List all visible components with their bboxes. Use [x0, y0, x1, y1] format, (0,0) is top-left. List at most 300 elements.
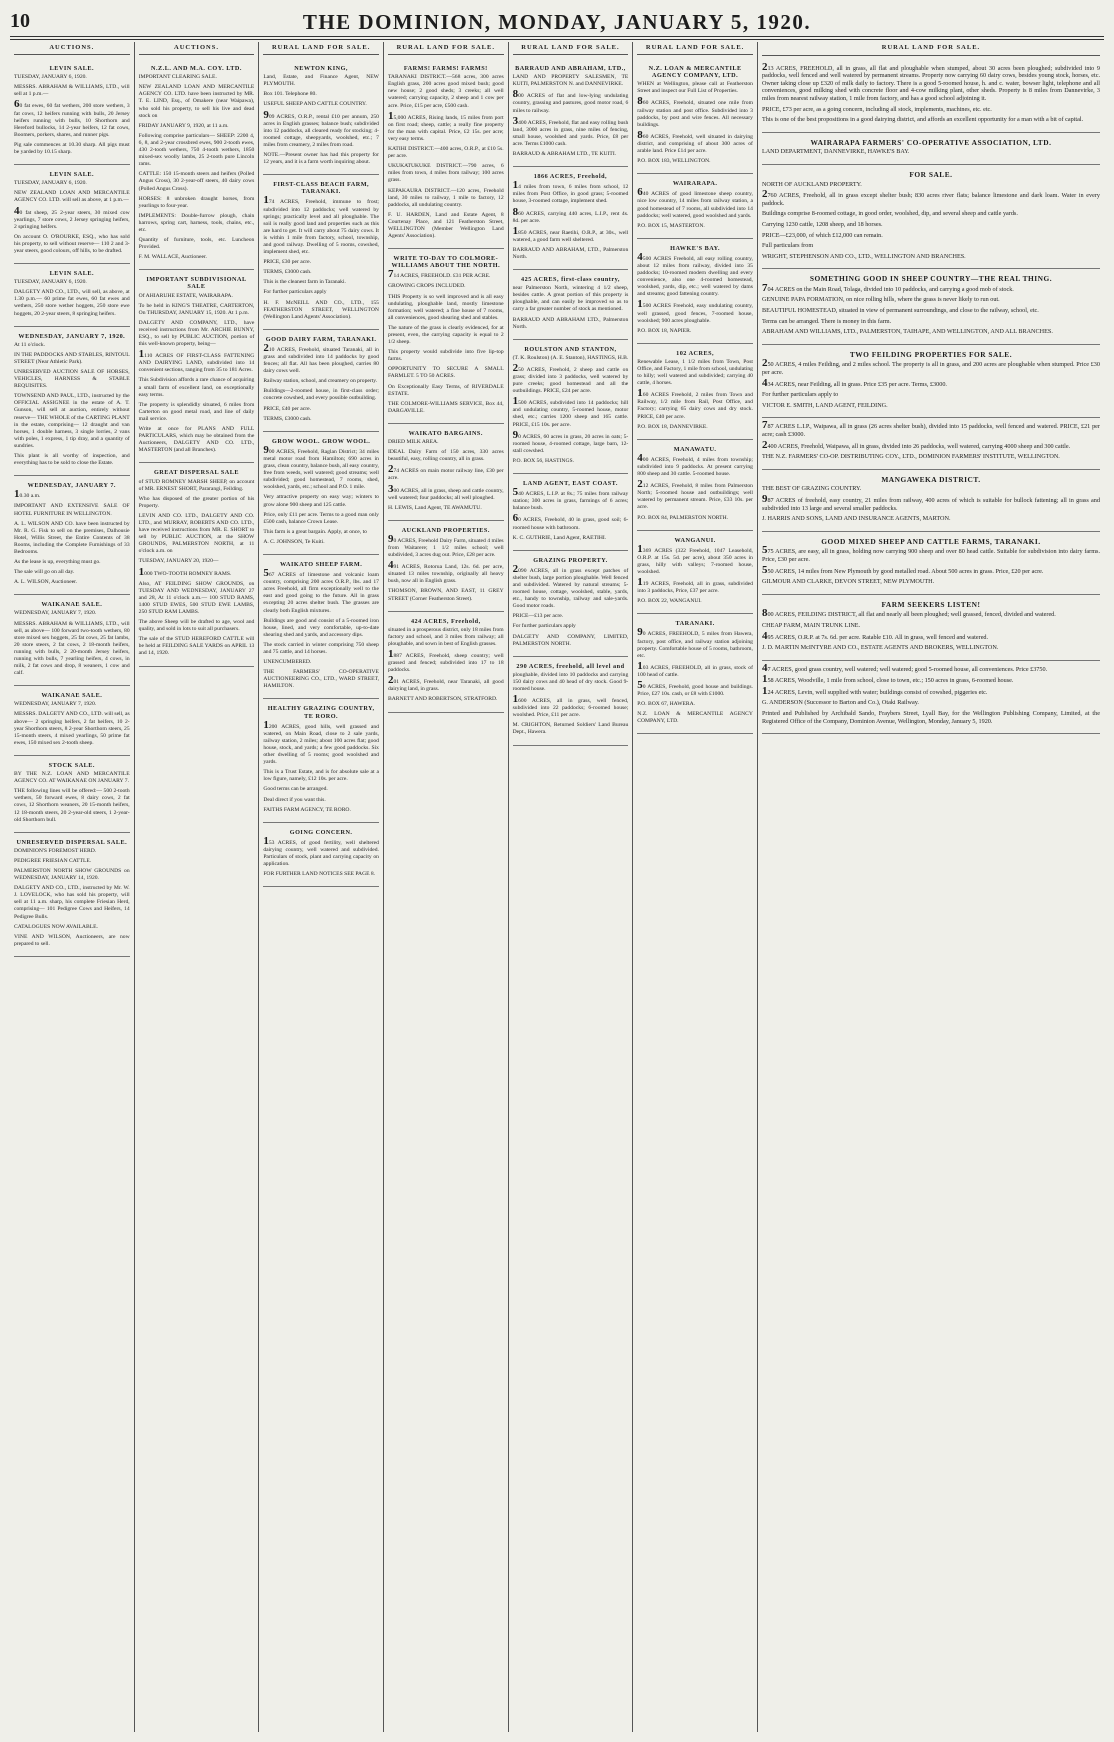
ad-text: PRICE, £30 per acre. [263, 259, 312, 266]
ad-text: MESSRS. ABRAHAM & WILLIAMS, LTD., will sell, as above— 100 forward two-tooth wethers, 80 store mixed sex hoggets, 25 fat cows, 25 fat lambs, 20 store steers, 2 fat cows, 2 18-month heifers, running with bulls, 2 20-month Jersey heifers, running with bulls, 7 yearling heifers, 4 cows, in milk, 2 fat cows and drop, 8 weaners, 1 cow and calf. [14, 620, 130, 677]
classified-ad [14, 833, 130, 957]
column-header: AUCTIONS. [14, 42, 130, 55]
ad-text: 1110 ACRES OF FIRST-CLASS FATTENING AND DAIRYING LAND, subdivided into 14 convenient sections, ranging from 35 to 181 Acres. [138, 348, 255, 374]
ad-text: N.Z. LOAN & MERCANTILE AGENCY COMPANY, LTD. [637, 711, 753, 725]
ad-text: BARRAUD AND ABRAHAM LTD., Palmerston North. [512, 316, 629, 330]
ad-text: Deal direct if you want this. [263, 796, 326, 803]
ad-text: 50 ACRES, Freehold, good house and buildings. Price, £27 10s. cash, or £8 with £1000. [637, 679, 753, 698]
classified-ad [762, 595, 1100, 661]
ad-text: F. M. WALLACE, Auctioneer. [138, 254, 207, 261]
column-4 [384, 42, 509, 1732]
ad-text: For further particulars apply [263, 289, 327, 296]
ad-text: TERMS, £3000 cash. [263, 269, 312, 276]
ad-text: CHEAP FARM, MAIN TRUNK LINE. [761, 621, 861, 629]
classified-ad [513, 59, 629, 167]
classified-ad [762, 60, 1100, 133]
newspaper-columns [10, 42, 1104, 1732]
ad-text: IMPORTANT CLEARING SALE. [138, 74, 217, 81]
classified-ad [762, 532, 1100, 595]
ad-heading: GOING CONCERN. [289, 828, 353, 836]
ad-text: PRICE, £40 per acre. [263, 405, 312, 412]
ad-text: WHEN at Wellington, please call at Featherston Street and inspect our Full List of Properties. [637, 81, 753, 95]
ad-text: P.O. BOX 183, WELLINGTON. [637, 158, 711, 165]
ad-text: Of AHIARUHE ESTATE, WAIRARAPA. [138, 292, 233, 299]
ad-text: This property would subdivide into five lip-top farms. [387, 349, 504, 363]
ad-text: BARRAUD & ABRAHAM LTD., TE KUITI. [512, 151, 617, 158]
ad-text: 987 ACRES of freehold, easy country, 21 miles from railway, 400 acres of which is suitable for bullock fattening; all in grass and subdivided into 13 large and several smaller paddocks. [761, 492, 1100, 512]
ad-text: H. F. McNEILL AND CO., LTD., 155 FEATHERSTON STREET, WELLINGTON (Wellington Land Agents' Association). [263, 299, 379, 320]
ad-text: 1500 ACRES Freehold, easy undulating country, well grassed, good fences, 7-roomed house, woolshed; 900 acres ploughable. [637, 298, 753, 324]
ad-text: DALGETY AND COMPANY, LTD., have received instructions from Mr. ARCHIE BUNNY, ESQ., to sell by PUBLIC AUCTION, portion of this well-known property, being— [138, 319, 255, 348]
ad-text: 119 ACRES, Freehold, all in grass, subdivided into 3 paddocks, Price, £37 per acre. [637, 576, 753, 595]
ad-heading: NEWTON KING, [294, 65, 348, 73]
ad-text: F. U. HARDEN, Land and Estate Agent, 8 Courtenay Place, and 121 Featherston Street, WELLINGTON (Member Wellington Land Agents' Association). [387, 211, 504, 240]
ad-text: A. C. JOHNSON, Te Kuiti. [263, 538, 325, 545]
ad-text: Very attractive property on easy way; winters to grow alone 900 sheep and 125 cattle. [263, 494, 379, 508]
ad-text: NEW ZEALAND LOAN AND MERCANTILE AGENCY CO. LTD. have been instructed by MR. T. E. LIND, Esq., of Omakere (near Waipawa), who sold his property, to sell his live and dead stock on [138, 84, 255, 119]
ad-text: At 11 o'clock. [14, 341, 46, 348]
ad-text: 1369 ACRES (322 Freehold, 1047 Leasehold, O.R.P. at 15s. 5d. per acre), about 350 acres in grass, hilly with valleys; 7-roomed house, woolshed. [637, 542, 753, 575]
ad-heading: GROW WOOL. GROW WOOL. [272, 437, 371, 445]
ad-heading: N.Z. LOAN & MERCANTILE AGENCY COMPANY, LTD. [648, 65, 742, 80]
classified-ad [762, 165, 1100, 269]
classified-ad [637, 614, 753, 734]
classified-ad [14, 264, 130, 327]
classified-ad [14, 476, 130, 595]
ad-text: 47 ACRES, good grass country, well watered; well watered; good 5-roomed house, all conveniences. Price £3750. [761, 661, 1048, 674]
ad-text: Printed and Published by Archibald Sando, Fraybers Street, Lyall Bay, for the Wellington Publishing Company, Limited, at the Registered Office of the Company, Dominion Avenue, Wellington, Monday, January 5, 1920. [761, 710, 1100, 725]
ad-heading: 424 ACRES, Freehold, [410, 617, 481, 625]
ad-text: 213 ACRES, FREEHOLD, all in grass, all flat and ploughable when stumped, about 30 acres been ploughed; subdivided into 9 paddocks, well fenced and well watered by permanent streams. Property now carrying 60 dairy cows, besides young stock, horses, etc. Owner taking close up £320 of milk daily to factory. There is a good 5-roomed house, h. and c. water, bowser light, telephone and all conveniences, good milking shed with concrete floor and 4-cow milking plant, other sheds. Property is 8 miles from Dannevirke, 3 miles from nearest railway station, 1 mile from factory, and has a good school adjoining it. [761, 60, 1100, 102]
ad-heading: HAWKE'S BAY. [670, 244, 721, 252]
ad-heading: 425 ACRES, first-class country, [521, 276, 620, 284]
classified-ad [513, 657, 629, 746]
ad-text: 491 ACRES, Rotorua Land, 12s. 6d. per acre, situated 13 miles township, originally all heavy bush, now all in English grass. [387, 559, 504, 585]
ad-text: 800 ACRES, FEILDING DISTRICT, all flat and nearly all been ploughed; well grassed, fenced, divided and watered. [761, 607, 1056, 620]
column-header: AUCTIONS. [139, 42, 255, 55]
classified-ad [14, 59, 130, 165]
ad-text: UKUKATUKUKE DISTRICT.—790 acres, 6 miles from town, 4 miles from railway; 100 acres grass. [387, 163, 504, 184]
ad-text: BY THE N.Z. LOAN AND MERCANTILE AGENCY CO. AT WAIKANAE ON JANUARY 7. [14, 771, 130, 785]
ad-text: 640 ACRES of good limestone sheep country, nice low country, 14 miles from railway station, a good homestead of 7 rooms, all subdivided into 14 paddocks; well watered, good woolshed and yards. [637, 186, 753, 219]
ad-heading: HEALTHY GRAZING COUNTRY, TE RORO. [267, 705, 375, 720]
ad-text: 2090 ACRES, all in grass except patches of shelter bush, large portion ploughable. Well fenced and subdivided. Watered by natural streams; 5-roomed house, cottage, woolshed, stable, yards, etc., handy to township, railway and sale-yards. Good motor roads. [512, 562, 629, 610]
ad-heading: GREAT DISPERSAL SALE [153, 469, 240, 477]
classified-ad [388, 424, 504, 521]
ad-text: G. ANDERSON (Successor to Barton and Co.), Otaki Railway. [761, 699, 919, 707]
ad-text: UNENCUMBERED. [263, 659, 312, 666]
ad-text: The sale will go on all day. [14, 569, 75, 576]
column-7 [758, 42, 1104, 1732]
ad-text: For further particulars apply to [761, 391, 839, 399]
ad-text: VICTOR E. SMITH, LAND AGENT, FEILDING. [761, 401, 888, 409]
ad-text: Also, AT FEILDING SHOW GROUNDS, on TUESDAY AND WEDNESDAY, JANUARY 27 and 28, At 11 o'clock a.m.— 100 STUD RAMS, 1400 STUD EWES, 500 STUD EWE LAMBS, 250 STUD RAM LAMBS. [138, 580, 255, 615]
ad-text: 540 ACRES, L.I.P. at 8s.; 75 miles from railway station; 300 acres in grass, farmings of 6 acres; balance bush. [512, 486, 629, 512]
ad-text: 860 ACRES, Freehold, well situated in dairying district, and comprising of about 300 acres of arable land. Price £14 per acre. [637, 128, 753, 155]
ad-text: 250 ACRES, 4 miles Feilding, and 2 miles school. The property is all in grass, and 200 acres are ploughable when stumped. Price £30 per acre. [761, 357, 1100, 377]
classified-ad [637, 174, 753, 239]
ad-text: 909 ACRES, O.R.P., rental £10 per annum, 250 acres in English grasses; balance bush; subdivided into 12 paddocks, all cleared ready for stocking; 4-roomed cottage, sheepyards, woolshed, etc.; 7 miles from creamery, 2 miles from road. [263, 108, 379, 148]
classified-ad [14, 595, 130, 686]
ad-text: ABRAHAM AND WILLIAMS, LTD., PALMERSTON, TAIHAPE, AND WELLINGTON, AND ALL BRANCHES. [761, 328, 1053, 336]
ad-heading: STOCK SALE. [48, 761, 95, 769]
classified-ad [263, 432, 379, 555]
classified-ad [762, 133, 1100, 165]
ad-text: 250 ACRES, Freehold, 2 sheep and cattle on grass; divided into 3 paddocks, well watered by pure creeks; good homestead and all the outbuildings. PRICE, £24 per acre. [512, 361, 629, 395]
ad-text: IN THE PADDOCKS AND STABLES, RINTOUL STREET (Near Athletic Park). [14, 351, 130, 365]
ad-text: 434 ACRES, near Feilding, all in grass. Price £35 per acre. Terms, £3000. [761, 376, 947, 389]
ad-text: TARANAKI DISTRICT.—568 acres, 300 acres English grass, 200 acres good mixed bush; good new house; 2 good sheds; 3 creeks; all well watered; carrying capacity, 2 sheep and 1 cow per acre. Price, £15 per acre, £500 cash. [387, 74, 504, 109]
ad-text: 714 ACRES, FREEHOLD. £31 PER ACRE. [387, 268, 491, 281]
classified-ad [637, 59, 753, 174]
ad-text: 124 ACRES, Levin, well supplied with water; buildings consist of cowshed, piggeries etc. [761, 684, 988, 697]
ad-text: PEDIGREE FRIESIAN CATTLE. [14, 857, 92, 864]
ad-heading: FIRST-CLASS BEACH FARM, TARANAKI. [273, 181, 370, 196]
ad-text: 90 ACRES, Freehold Dairy Farm, situated 4 miles from Waitarere; 1 1/2 miles school; well subdivided, 3 acres dug out. Price, £28 per acre. [387, 532, 504, 559]
ad-text: Land, Estate, and Finance Agent, NEW PLYMOUTH. [263, 74, 379, 88]
ad-text: IMPORTANT AND EXTENSIVE SALE OF HOTEL FURNITURE IN WELLINGTON. [14, 503, 130, 517]
ad-text: 210 ACRES, Freehold, situated Taranaki, all in grass and subdivided into 14 paddocks by good fences; all flat. All has been ploughed, carries 80 dairy cows well. [263, 341, 379, 375]
classified-ad [139, 59, 255, 270]
ad-text: 550 ACRES, 14 miles from New Plymouth by good metalled road. About 500 acres in grass. Price, £20 per acre. [761, 563, 1044, 576]
classified-ad [263, 330, 379, 432]
ad-text: 274 ACRES on main motor railway line, £30 per acre. [387, 463, 504, 482]
ad-text: LEVIN AND CO. LTD., DALGETY AND CO. LTD., and MURRAY, ROBERTS AND CO. LTD., have received instructions from MR. E. SHORT to sell by PUBLIC AUCTION, at the SHOW GROUNDS, PALMERSTON NORTH, at 11 o'clock a.m. on [138, 512, 255, 555]
ad-text: P.O. BOX 67, HAWERA. [637, 701, 696, 708]
ad-text: 400 ACRES, Freehold, 4 miles from township; subdivided into 9 paddocks. At present carrying 800 sheep and 30 cattle. 5-roomed house. [637, 451, 753, 478]
ad-text: NORTH OF AUCKLAND PROPERTY. [761, 180, 862, 188]
ad-text: Carrying 1230 cattle, 1208 sheep, and 18 horses. [761, 220, 883, 228]
classified-ad [139, 463, 255, 666]
ad-text: 1500 ACRES, subdivided into 14 paddocks; hill and undulating country, 5-roomed house, motor shed, etc.; carries 1200 sheep and 165 cattle. PRICE, £15 10s. per acre. [512, 395, 629, 428]
ad-heading: WEDNESDAY, JANUARY 7. [27, 482, 116, 490]
ad-text: FRIDAY JANUARY 9, 1920, at 11 a.m. [138, 122, 229, 129]
classified-ad [762, 661, 1100, 735]
ad-text: USEFUL SHEEP AND CATTLE COUNTRY. [263, 101, 367, 108]
ad-text: Buildings—2-roomed house, in first-class order; concrete cowshed, and every possible outbuilding. [263, 388, 379, 402]
ad-text: TUESDAY, JANUARY 6, 1920. [14, 74, 87, 81]
ad-heading: FOR SALE. [909, 169, 953, 179]
ad-text: 704 ACRES on the Main Road, Tolaga, divided into 10 paddocks, and carrying a good mob of stock. [761, 281, 1014, 294]
ad-text: J. HARRIS AND SONS, LAND AND INSURANCE AGENTS, MARTON. [761, 515, 951, 523]
page-number: 10 [10, 10, 30, 32]
ad-text: 60 fat ewes, 60 fat wethers, 200 store wethers, 3 fat cows, 12 heifers running with bulls, 20 Jersey heifers running with bulls, 10 Shorthorn and Hereford bullocks, 14 2-year heifers, 12 fat cows, Boomers, porkers, shares, and runner pigs. [14, 98, 130, 138]
ad-text: P.O. BOX 18, DANNEVIRKE. [637, 423, 708, 430]
ad-text: DALGETY AND CO., LTD., will sell, as above, at 1.30 p.m.— 60 prime fat ewes, 60 fat ewes and wethers, 250 store wether hoggets, 250 store ewe hoggets, 20 2-year steers, 8 springing heifers. [14, 289, 130, 317]
ad-text: 60 ACRES, Freehold, 40 in grass, good soil; 6-roomed house with bathroom. [512, 512, 629, 531]
ad-text: 860 ACRES, Freehold, situated one mile from railway station and post office. Subdivided into 3 paddocks, by post and wire fences. All necessary buildings. [637, 95, 753, 128]
ad-heading: FARMS! FARMS! FARMS! [403, 65, 488, 73]
ad-text: 158 ACRES, Woodville, 1 mile from school, close to town, etc.; 150 acres in grass, 6-roomed house. [761, 673, 1014, 686]
column-2 [135, 42, 260, 1732]
ad-text: A. L. WILSON, Auctioneer. [14, 579, 78, 586]
ad-text: 174 ACRES, Freehold, immune to frost; subdivided into 12 paddocks; well watered by springs; practically level and all ploughable. The soil is really good land and properties such as this are hard to get. It will carry about 75 dairy cows. It is within 1 mile from factory, school, township, and good railway. Dwelling of 5 rooms, cowshed, implement shed, etc. [263, 194, 379, 256]
classified-ad [762, 269, 1100, 345]
ad-text: P.O. BOX 84, PALMERSTON NORTH. [637, 514, 729, 521]
ad-text: BEAUTIFUL HOMESTEAD, situated in view of permanent surroundings, and close to the railway, school, etc. [761, 307, 1039, 315]
ad-text: Price, only £11 per acre. Terms to a good man only £500 cash, balance Crown Lease. [263, 511, 379, 525]
classified-ad [513, 551, 629, 657]
ad-heading: N.Z.L. AND M.A. COY. LTD. [151, 65, 242, 73]
ad-text: 212 ACRES, Freehold, 8 miles from Palmerston North; 5-roomed house and outbuildings; well watered by permanent stream. Price, £33 10s. per acre. [637, 478, 753, 511]
ad-text: DALGETY AND COMPANY, LIMITED, PALMERSTON NORTH. [512, 633, 629, 647]
ad-heading: GOOD MIXED SHEEP AND CATTLE FARMS, TARANAKI. [821, 536, 1041, 546]
ad-text: DOMINION'S FOREMOST HERD. [14, 847, 97, 854]
ad-text: 90 ACRES, FREEHOLD, 5 miles from Hawera, factory, post office, and railway station adjoining property. Comfortable house of 5 rooms, bathroom, etc. [637, 626, 753, 659]
ad-text: FOR FURTHER LAND NOTICES SEE PAGE 8. [263, 871, 376, 878]
ad-text: NEW ZEALAND LOAN AND MERCANTILE AGENCY CO. LTD. will sell as above, at 1 p.m.— [14, 190, 130, 204]
ad-text: NOTE.—Present owner has had this property for 12 years, and it is a farm worth inquiring about. [263, 152, 379, 166]
classified-ad [388, 521, 504, 612]
ad-text: IMPLEMENTS: Double-furrow plough, chain harrows, spring cart, harness, tools, chains, etc., etc. [138, 212, 255, 233]
ad-heading: IMPORTANT SUBDIVISIONAL SALE [146, 276, 247, 291]
ad-heading: LEVIN SALE. [49, 65, 94, 73]
ad-text: The sale of the STUD HEREFORD CATTLE will be held at FEILDING SALE YARDS on APRIL 13 and 14, 1920. [138, 636, 255, 657]
ad-text: situated in a prosperous district, only 18 miles from factory and school, and 3 miles from railway; all ploughable, and sown in best of English grasses. [387, 626, 504, 647]
ad-text: 300 ACRES, all in grass, sheep and cattle country, well watered; four paddocks; all well ploughed. [387, 482, 504, 501]
ad-text: Good terms can be arranged. [263, 786, 328, 793]
ad-text: (T. K. Roulston) (A. E. Stanton), HASTINGS, H.B. [512, 354, 629, 361]
ad-text: 2400 ACRES, Freehold, Waipawa, all in grass, divided into 26 paddocks, well watered, carrying 4000 sheep and 300 cattle. [761, 438, 1071, 451]
ad-text: LAND DEPARTMENT, DANNEVIRKE, HAWKE'S BAY. [761, 148, 910, 156]
ad-heading: TWO FEILDING PROPERTIES FOR SALE. [849, 349, 1013, 359]
ad-text: VINE AND WILSON, Auctioneers, are now prepared to sell. [14, 933, 130, 947]
classified-ad [388, 612, 504, 713]
ad-text: OPPORTUNITY TO SECURE A SMALL FARMLET. 5 TO 50 ACRES. [387, 366, 504, 380]
newspaper-title: THE DOMINION, MONDAY, JANUARY 5, 1920. [302, 10, 812, 34]
ad-text: 1000 TWO-TOOTH ROMNEY RAMS. [138, 565, 232, 578]
ad-text: 1600 ACRES, all in grass, well fenced, subdivided into 22 paddocks; 6-roomed house; woolshed. Price, £11 per acre. [512, 693, 629, 719]
masthead-rule [10, 36, 1104, 37]
ad-heading: WAIKATO SHEEP FARM. [280, 560, 363, 568]
ad-heading: WAIKATO BARGAINS. [408, 429, 483, 437]
ad-heading: SOMETHING GOOD IN SHEEP COUNTRY—THE REAL THING. [809, 274, 1053, 284]
column-6 [633, 42, 758, 1732]
ad-text: 2760 ACRES, Freehold, all in grass except shelter bush; 830 acres river flats; balance limestone and dark loam. Water in every paddock. [761, 188, 1100, 207]
ad-text: This plant is all worthy of inspection, and everything has to be sold to close the Estate. [14, 453, 130, 467]
ad-text: M. CRIGHTON, Returned Soldiers' Land Bureau Dept., Hawera. [512, 722, 629, 736]
ad-text: The above Sheep will be drafted to age, wool and quality, and sold in lots to suit all purchasers. [138, 619, 255, 633]
classified-ad [14, 165, 130, 264]
ad-text: KATIHI DISTRICT.—400 acres, O.R.P., at £10 5s. per acre. [387, 146, 504, 160]
ad-text: 575 ACRES, are easy, all in grass, holding now carrying 900 sheep and over 80 head cattle. Suitable for subdivision into dairy farms. Price, £30 per acre. [761, 544, 1100, 563]
classified-ad [263, 823, 379, 888]
ad-heading: TARANAKI. [675, 620, 715, 628]
column-header: RURAL LAND FOR SALE. [263, 42, 379, 55]
ad-text: 103 ACRES, FREEHOLD, all in grass, stock of 100 head of cattle. [637, 659, 753, 678]
ad-heading: 1866 ACRES, Freehold, [533, 173, 608, 181]
ad-text: Quantity of furniture, tools, etc. Luncheon Provided. [138, 237, 255, 251]
ad-text: PRICE—£23,000, of which £12,000 can remain. [761, 231, 883, 239]
ad-text: J. D. MARTIN McINTYRE AND CO., ESTATE AGENTS AND BROKERS, WELLINGTON. [761, 644, 999, 652]
ad-heading: LAND AGENT, EAST COAST. [523, 480, 618, 488]
ad-text: Who has disposed of the greater portion of his Property. [138, 495, 255, 509]
ad-text: THE FARMERS' CO-OPERATIVE AUCTIONEERING CO., LTD., WARD STREET, HAMILTON. [263, 669, 379, 690]
ad-text: MESSRS. DALGETY AND CO., LTD. will sell, as above— 2 springing heifers, 2 fat heifers, 10 2-year Shorthorn steers, 8 2-year Shorthorn steers, 25 15-month steers, 4 mixed yearlings, 50 prime fat ewes, 150 mixed sex 2-tooth sheep. [14, 711, 130, 746]
ad-heading: UNRESERVED DISPERSAL SALE. [16, 838, 128, 846]
ad-text: 1887 ACRES, Freehold, sheep country; well grassed and fenced; subdivided into 17 to 18 paddocks. [387, 648, 504, 674]
ad-text: The nature of the grass is clearly evidenced, for at present, even, the carrying capacity is equal to 2 1/2 sheep. [387, 324, 504, 346]
ad-heading: 290 ACRES, freehold, all level and [516, 662, 625, 670]
ad-text: HORSES: 8 unbroken draught horses, from yearlings to four-year. [138, 195, 255, 209]
classified-ad [637, 440, 753, 531]
ad-text: Box 101. Telephone 80. [263, 91, 317, 98]
ad-text: DRIED MILK AREA. [387, 439, 439, 446]
classified-ad [762, 345, 1100, 419]
ad-text: 90 ACRES, 60 acres in grass, 20 acres in oats; 5-roomed house, 4-roomed cottage, large barn, 12-stall cowshed. [512, 428, 629, 454]
ad-text: 14 miles from town, 6 miles from school, 12 miles from Post Office, in good grass; 5-roomed house, 3-roomed cottage, implement shed. [512, 179, 629, 205]
ad-text: 201 ACRES, Freehold, near Taranaki, all good dairying land, in grass. [387, 674, 504, 693]
ad-text: H. LEWIS, Land Agent, TE AWAMUTU. [387, 504, 482, 511]
classified-ad [637, 239, 753, 344]
ad-text: TERMS, £3000 cash. [263, 415, 312, 422]
ad-text: THIS Property is so well improved and is all easy undulating, ploughable land, mostly limestone formation; well watered; a fine house of 7 rooms, all conveniences, good shearing shed and stables. [387, 293, 504, 321]
ad-text: This is one of the best propositions in a good dairying district, and affords an excellent opportunity for a man with a bit of capital. [761, 116, 1084, 124]
ad-text: Terms can be arranged. There is money in this farm. [761, 317, 892, 325]
ad-heading: WEDNESDAY, JANUARY 7, 1920. [18, 332, 126, 340]
ad-text: P.O. BOX 22, WANGANUI. [637, 598, 702, 605]
ad-text: This is a Trust Estate, and is for absolute sale at a low figure, namely, £12 10s. per acre. [263, 769, 379, 783]
ad-text: TUESDAY, JANUARY 6, 1920. [14, 180, 87, 187]
ad-text: THE BEST OF GRAZING COUNTRY. [761, 485, 862, 493]
classified-ad [263, 555, 379, 700]
ad-heading: WAIKANAE SALE. [41, 692, 103, 700]
ad-text: near Palmerston North, wintering 4 1/2 sheep, besides cattle. A great portion of this property is ploughable, and can easily be improved so as to carry a far greater number of stock as mentioned. [512, 285, 629, 313]
column-header: RURAL LAND FOR SALE. [388, 42, 504, 55]
ad-text: 40 fat sheep, 25 2-year steers, 30 mixed cow yearlings, 7 store cows, 2 Jersey springing heifers, 2 springing heifers. [14, 204, 130, 230]
ad-text: THE following lines will be offered:— 500 2-tooth wethers, 50 forward ewes, 8 dairy cows, 2 fat cows, 12 Shorthorn weaners, 20 15-month heifers, 12 18-month steers, 20 2-year-old steers, 1 2-year-old Shorthorn bull. [14, 788, 130, 823]
ad-text: DALGETY AND CO., LTD., instructed by Mr. W. J. LOVELOCK, who has sold his property, will sell at 11 a.m. sharp, his complete Friesian Herd, comprising— 101 Pedigree Cows and Heifers, 14 Pedigree Bulls. [14, 885, 130, 920]
classified-ad [637, 531, 753, 615]
ad-heading: MANAWATU. [673, 445, 717, 453]
classified-ad [513, 167, 629, 270]
ad-text: Write at once for PLANS AND FULL PARTICULARS, which may be obtained from the Auctioneers, DALGETY AND CO. LTD., MASTERTON (and all Branches). [138, 426, 255, 454]
ad-heading: WAIRARAPA. [672, 180, 718, 188]
ad-text: LAND AND PROPERTY SALESMEN, TE KUITI, PALMERSTON N. and DANNEVIRKE. [512, 74, 629, 88]
ad-text: This farm is a great bargain. Apply, at once, to [263, 528, 367, 535]
ad-text: The stock carried in winter comprising 750 sheep and 75 cattle, and 14 horses. [263, 641, 379, 655]
classified-ad [388, 59, 504, 249]
ad-heading: GRAZING PROPERTY. [533, 556, 608, 564]
ad-text: THOMSON, BROWN, AND EAST, 11 GREY STREET (Corner Featherston Street). [387, 588, 504, 602]
ad-text: Full particulars from [761, 242, 814, 250]
classified-ad [637, 344, 753, 440]
ad-text: TUESDAY, JANUARY 6, 1920. [14, 279, 87, 286]
classified-ad [263, 175, 379, 330]
classified-ad [263, 59, 379, 175]
ad-text: 4500 ACRES Freehold, all easy rolling country, about 12 miles from railway, divided into 35 paddocks; 10-roomed modern dwelling and every convenience, also one 4-roomed homestead, woolshed, yards, dip, etc.; well watered by dams and streams; good fattening country. [637, 250, 753, 298]
ad-text: GENUINE PAPA FORMATION, on nice rolling hills, where the grass is never likely to run out. [761, 296, 1000, 304]
ad-heading: BARRAUD AND ABRAHAM, LTD., [515, 65, 626, 73]
ad-text: ploughable, divided into 10 paddocks and carrying 150 dairy cows and 40 head of dry stock. Good 9-roomed house. [512, 671, 629, 692]
classified-ad [14, 756, 130, 833]
ad-text: FAITHS FARM AGENCY, TE RORO. [263, 806, 351, 813]
column-1 [10, 42, 135, 1732]
ad-text: A. L. WILSON AND CO. have been instructed by Mr. R. G. Fisk to sell on the premises, Dalhousie Hotel, Willis Street, the Entire Contents of 38 Rooms, including the Complete Furnishings of 33 Bedrooms. [14, 520, 130, 555]
column-header: RURAL LAND FOR SALE. [513, 42, 629, 55]
ad-text: 1850 ACRES, near Raetihi, O.R.P., at 30s., well watered, a good farm well sheltered. [512, 224, 629, 243]
ad-text: PALMERSTON NORTH SHOW GROUNDS on WEDNESDAY, JANUARY 14, 1920. [14, 867, 130, 882]
ad-heading: MANGAWEKA DISTRICT. [881, 474, 981, 484]
ad-text: WEDNESDAY, JANUARY 7, 1920. [14, 610, 97, 617]
ad-text: CATALOGUES NOW AVAILABLE. [14, 923, 98, 930]
column-header: RURAL LAND FOR SALE. [637, 42, 753, 55]
ad-text: CATTLE: 150 15-month steers and heifers (Polled Angus Cross), 30 2-year-off steers, 40 dairy cows (Polled Angus Cross). [138, 171, 255, 192]
classified-ad [513, 270, 629, 340]
ad-text: Railway station, school, and creamery on property. [263, 378, 378, 385]
column-5 [509, 42, 634, 1732]
ad-text: P.O. BOX 56, HASTINGS. [512, 457, 575, 464]
ad-text: To be held in KING'S THEATRE, CARTERTON, On THURSDAY, JANUARY 15, 1920. At 1 p.m. [138, 302, 255, 316]
ad-heading: WAIRARAPA FARMERS' CO-OPERATIVE ASSOCIATION, LTD. [810, 137, 1052, 147]
ad-text: 3400 ACRES, Freehold, flat and easy rolling bush land, 3000 acres in grass, nine miles of fencing, small house, woolshed and yards. Price, £8 per acre. Terms £1000 cash. [512, 114, 629, 147]
ad-text: TOWNSEND AND PAUL, LTD., instructed by the OFFICIAL ASSIGNEE in the estate of A. T. Gunson, will sell at auction, entirely without reserve— THE WHOLE of the CARTING PLANT in the estate, comprising— 12 draught and van horses, 1 double harness, 3 single lorries, 2 vans with poles, 1 express, 1 tip dray, and a quantity of sundries. [14, 393, 130, 449]
ad-text: This is the cleanest farm in Taranaki. [263, 279, 346, 286]
ad-text: MESSRS. ABRAHAM & WILLIAMS, LTD., will sell at 1 p.m.— [14, 84, 130, 98]
ad-text: P.O. BOX 18, NAPIER. [637, 327, 692, 334]
ad-text: 567 ACRES of limestone and volcanic loam country, comprising 200 acres O.R.P., lbs. and 17 acres Freehold, all firm exceptionally well to the east and good going to the future. All in grass excepting 20 acres shelter bush. The grasses are clearly both English mixtures. [263, 567, 379, 614]
ad-text: For further particulars apply [512, 623, 576, 630]
ad-text: Buildings comprise 8-roomed cottage, in good order, woolshed, dip, and several sheep and cattle yards. [761, 210, 1018, 218]
ad-text: Buildings are good and consist of a 5-roomed iron house, lined, and very comfortable, up-to-date shearing shed and yards, and accessory dips. [263, 617, 379, 638]
ad-text: 860 ACRES, carrying 440 acres, L.I.P., rent 4s. 8d. per acre. [512, 205, 629, 224]
ad-text: WRIGHT, STEPHENSON AND CO., LTD., WELLINGTON AND BRANCHES. [761, 252, 966, 260]
ad-text: This Subdivision affords a rare chance of acquiring a small farm of excellent land, on exceptionally easy terms. [138, 377, 255, 398]
masthead-rule-2 [10, 39, 1104, 40]
column-3 [259, 42, 384, 1732]
ad-text: Pig sale commences at 10.30 sharp. All pigs must be yarded by 10.15 sharp. [14, 141, 130, 156]
ad-text: TUESDAY, JANUARY 20, 1920— [138, 558, 219, 565]
ad-text: BARNETT AND ROBERTSON, STRATFORD. [387, 696, 498, 703]
ad-heading: WRITE TO-DAY TO COLMORE-WILLIAMS ABOUT THE NORTH. [391, 255, 501, 270]
ad-text: 15,000 ACRES, Rising lands, 15 miles from port on first road; sheep, cattle; a really fine property for the man with capital. Price, £2 15s. per acre; very easy terms. [387, 109, 504, 142]
classified-ad [513, 340, 629, 474]
ad-heading: FARM SEEKERS LISTEN! [881, 599, 981, 609]
classified-ad [762, 470, 1100, 532]
classified-ad [513, 474, 629, 551]
ad-text: On account O. O'ROURKE, ESQ., who has sold his property, to sell without reserve— 110 2 and 3-year steers, good colours, off hills, to be drafted. [14, 233, 130, 254]
ad-text: PRICE, £73 per acre, as a going concern, including all stock, implements, machines, etc. etc. [761, 105, 992, 113]
ad-text: THE COLMORE-WILLIAMS SERVICE, Box 44, DARGAVILLE. [387, 400, 504, 414]
ad-text: GILMOUR AND CLARKE, DEVON STREET, NEW PLYMOUTH. [761, 578, 935, 586]
ad-text: As the lease is up, everything must go. [14, 559, 101, 566]
ad-text: P.O. BOX 15, MASTERTON. [637, 222, 705, 229]
ad-text: On Exceptionally Easy Terms, of RIVERDALE ESTATE. [387, 383, 504, 397]
classified-ad [14, 686, 130, 756]
ad-text: KEPAKAURA DISTRICT.—120 acres, Freehold land, 30 miles to railway, 1 mile to factory, 12 paddocks, all undulating country. [387, 187, 504, 208]
ad-text: 10.30 a.m. [14, 488, 41, 501]
ad-heading: LEVIN SALE. [49, 171, 94, 179]
ad-text: Following comprise particulars— SHEEP: 2200 4, 6, 8, and 2-year crossbred ewes, 900 2-tooth ewes, 430 2-tooth wethers, 750 4-tooth wethers, 1850 mixed-sex woolly lambs, 25 2-tooth pure Lincoln rams. [138, 132, 255, 168]
ad-heading: GOOD DAIRY FARM, TARANAKI. [265, 335, 377, 343]
ad-heading: LEVIN SALE. [49, 270, 94, 278]
ad-text: BARRAUD AND ABRAHAM, LTD., Palmerston North. [512, 246, 629, 260]
classified-ad [14, 327, 130, 477]
ad-heading: 102 ACRES, [676, 349, 715, 357]
ad-text: 800 ACRES of flat and low-lying undulating country, grassing and pastures, good motor road, 6 miles to railway. [512, 88, 629, 114]
ad-text: IDEAL Dairy Farm of 150 acres, 330 acres beautiful, easy, rolling country, all in grass. [387, 449, 504, 463]
ad-text: 900 ACRES, Freehold, Raglan District; 34 miles metal motor road from Hamilton; 690 acres in grass, clean country, balance bush, all easy country, free from weeds, well watered; good streams; well subdivided; good homestead, 7 rooms, shed, woolshed, yards, etc.; school and P.O. 1 mile. [263, 443, 379, 491]
column-header: RURAL LAND FOR SALE. [762, 42, 1100, 56]
ad-text: 495 ACRES, O.R.P. at 7s. 6d. per acre. Ratable £10. All in grass, well fenced and watered. [761, 629, 989, 642]
classified-ad [388, 249, 504, 424]
ad-text: 787 ACRES L.I.P., Waipawa, all in grass (26 acres shelter bush), divided into 15 paddocks, well fenced and watered. PRICE, £21 per acre; cash £3000. [761, 419, 1100, 438]
ad-heading: WAIKANAE SALE. [41, 601, 103, 609]
ad-heading: ROULSTON AND STANTON, [524, 345, 617, 353]
ad-text: THE N.Z. FARMERS' CO-OP. DISTRIBUTING COY., LTD., DOMINION FARMERS' INSTITUTE, WELLINGTON. [761, 453, 1060, 461]
ad-text: 160 ACRES Freehold, 2 miles from Town and Railway, 1/2 mile from Rail, Post Office, and Factory; carrying 65 dairy cows and dry stock. PRICE, £40 per acre. [637, 387, 753, 420]
ad-heading: AUCKLAND PROPERTIES. [401, 526, 490, 534]
